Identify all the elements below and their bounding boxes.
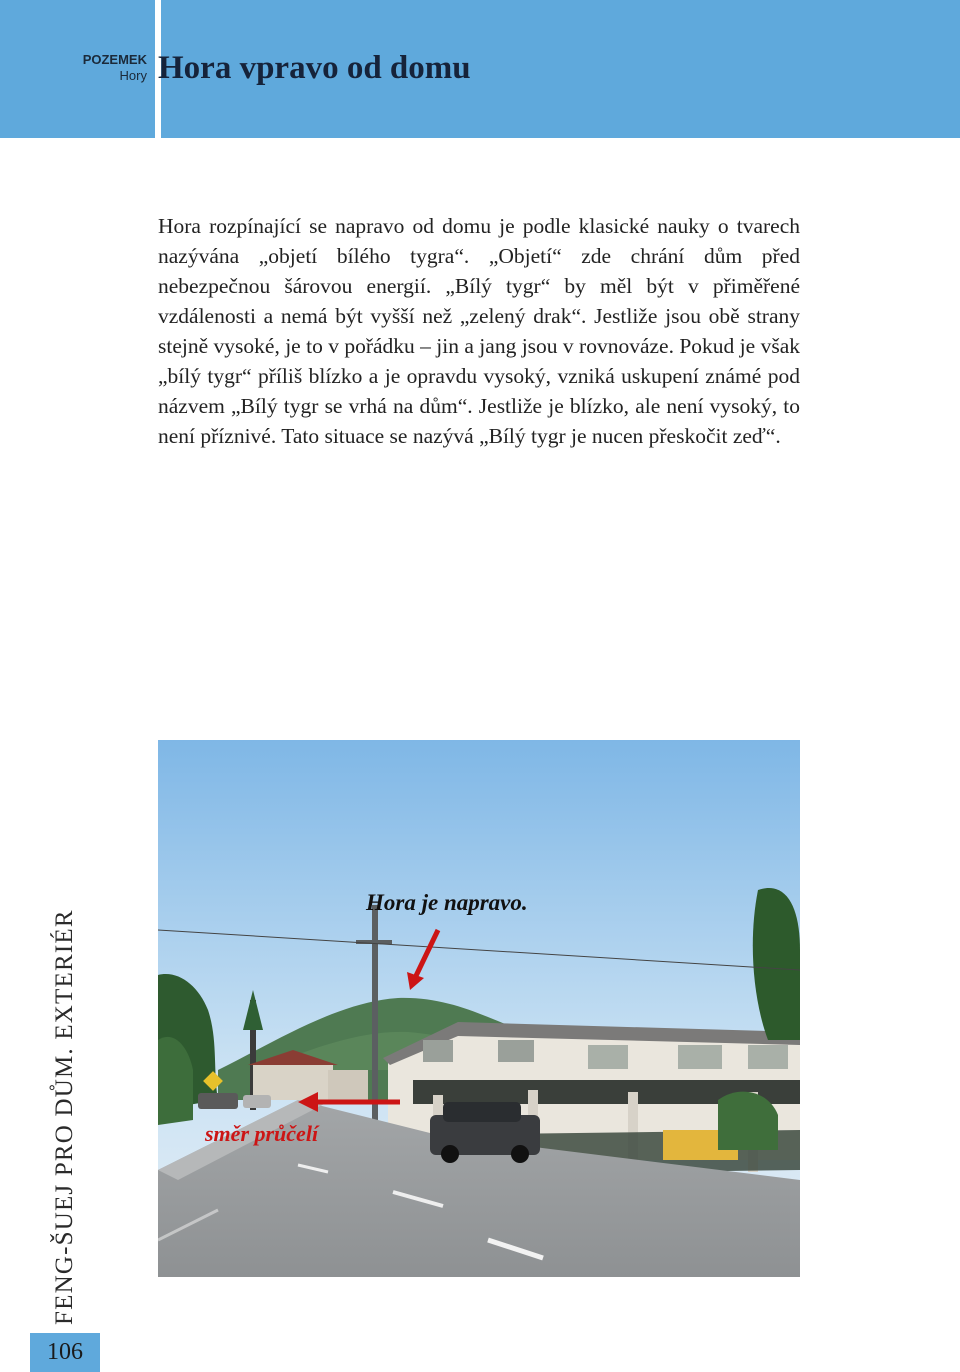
header-section-box	[0, 0, 155, 138]
body-paragraph: Hora rozpínající se napravo od domu je podle klasické nauky o tvarech nazývána „objetí bílého tygra“. „Objetí“ zde chrání dům před nebezpečnou šárovou energií. „Bílý tygr“ by měl být v přiměřené vzdálenosti a nemá být vyšší než „zelený drak“. Jestliže jsou obě strany stejně vysoké, je to v pořádku – jin a jang jsou v rovnováze. Pokud je však „bílý tygr“ příliš blízko a je opravdu vysoký, vzniká uskupení známé pod názvem „Bílý tygr se vrhá na dům“. Jestliže je blízko, ale není vysoký, to není příznivé. Tato situace se nazývá „Bílý tygr je nucen přeskočit zeď“.	[158, 214, 800, 448]
subsection-label: Hory	[119, 68, 147, 83]
side-book-label: FENG-ŠUEJ PRO DŮM. EXTERIÉR	[51, 909, 78, 1325]
page-number: 106	[30, 1333, 100, 1372]
street-scene-illustration	[158, 740, 800, 1277]
caption-mountain: Hora je napravo.	[366, 890, 528, 915]
street-photo	[158, 740, 800, 1277]
page-title: Hora vpravo od domu	[158, 50, 471, 86]
caption-facade-direction: směr průčelí	[205, 1121, 319, 1146]
section-label: POZEMEK	[82, 52, 147, 67]
section-label-block	[83, 52, 147, 84]
